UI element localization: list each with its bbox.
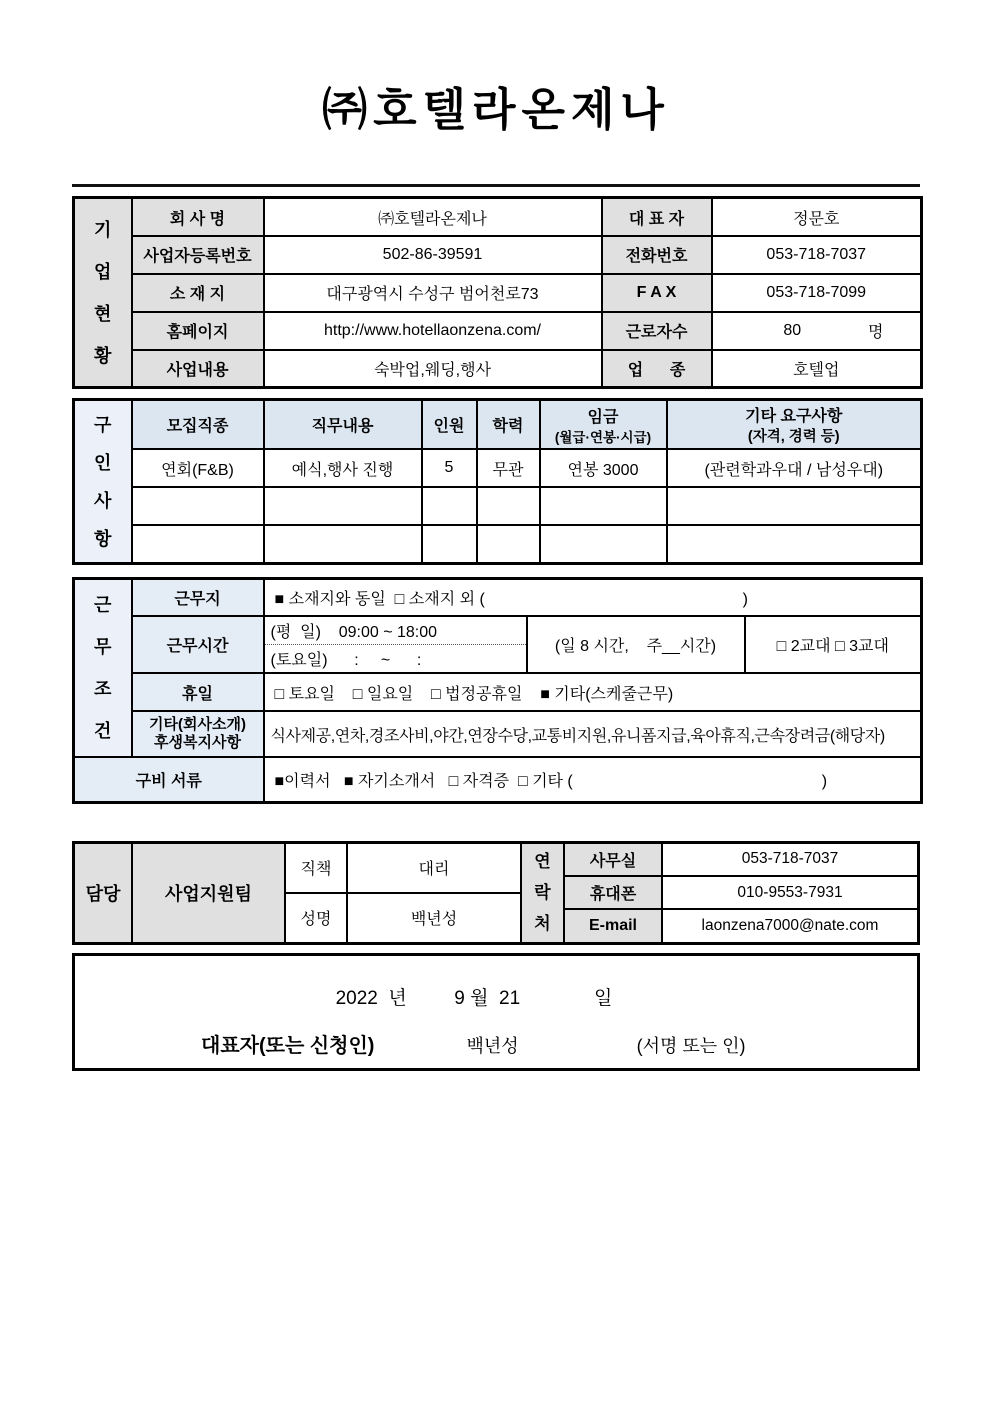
- document-title: ㈜호텔라온제나: [322, 84, 670, 135]
- address-label: 소 재 지: [132, 274, 264, 312]
- office-phone-value: 053-718-7037: [741, 850, 839, 868]
- contact-channels-block: [565, 844, 917, 942]
- workplace-label: 근무지: [132, 578, 264, 616]
- company-name-label: 회 사 명: [132, 198, 264, 236]
- industry-label: 업 종: [602, 350, 712, 388]
- holiday-value: □ 토요일 □ 일요일 □ 법정공휴일 ■ 기타(스케줄근무): [264, 673, 922, 711]
- business-reg-label: 사업자등록번호: [132, 236, 264, 274]
- business-desc-value: 숙박업,웨딩,행사: [264, 350, 602, 388]
- header-other-requirements: 기타 요구사항 (자격, 경력 등): [667, 400, 922, 450]
- phone-value: 053-718-7037: [712, 236, 922, 274]
- position-label: 직책: [286, 844, 348, 892]
- workers-count: 80: [783, 321, 802, 339]
- seal-note: (서명 또는 인): [636, 1035, 746, 1056]
- count: 5: [422, 449, 477, 487]
- job-type: 연회(F&B): [132, 449, 264, 487]
- recruit-row-3: [74, 525, 922, 563]
- header-job-type: 모집직종: [132, 400, 264, 450]
- education: 무관: [477, 449, 540, 487]
- other-requirements: (관련학과우대 / 남성우대): [667, 449, 922, 487]
- address-value: 대구광역시 수성구 범어천로73: [264, 274, 602, 312]
- required-documents-label: 구비 서류: [74, 757, 264, 802]
- worktime-label: 근무시간: [132, 616, 264, 673]
- saturday-hours: (토요일) : ~ :: [270, 652, 422, 670]
- contact-channel-side-label: 연락처: [522, 844, 565, 942]
- document-date: 2022 년 9 월 21 일: [335, 987, 613, 1009]
- contact-person-block: [286, 844, 522, 942]
- recruit-section-side-label: 구인사항: [74, 400, 132, 564]
- header-education: 학력: [477, 400, 540, 450]
- office-phone-label: 사무실: [565, 844, 663, 875]
- work-conditions-table: [72, 577, 923, 804]
- position-value: 대리: [418, 861, 450, 879]
- business-reg-value: 502-86-39591: [264, 236, 602, 274]
- welfare-value: 식사제공,연차,경조사비,야간,연장수당,교통비지원,유니폼지급,육아휴직,근속장려금(해당자): [264, 711, 922, 757]
- company-info-table: [72, 196, 923, 389]
- workers-label: 근로자수: [602, 312, 712, 350]
- signature-line: [75, 1029, 917, 1058]
- homepage-label: 홈페이지: [132, 312, 264, 350]
- required-documents-value: ■이력서 ■ 자기소개서 □ 자격증 □ 기타 ( ): [264, 757, 922, 802]
- duty: 예식,행사 진행: [264, 449, 422, 487]
- daily-weekly-hours: (일 8 시간, 주__시간): [527, 616, 745, 673]
- header-salary: 임금 (월급·연봉·시급): [540, 400, 667, 450]
- workers-unit: 명: [868, 324, 884, 342]
- worktime-hours: [264, 616, 527, 673]
- workplace-value: ■ 소재지와 동일 □ 소재지 외 ( ): [264, 578, 922, 616]
- salary: 연봉 3000: [540, 449, 667, 487]
- company-name-value: ㈜호텔라온제나: [264, 198, 602, 236]
- header-count: 인원: [422, 400, 477, 450]
- email-label: E-mail: [565, 910, 663, 941]
- contact-side-label: 담당: [75, 844, 133, 942]
- contact-name-value: 백년성: [410, 911, 458, 929]
- welfare-label: 기타(회사소개) 후생복지사항: [132, 711, 264, 757]
- company-section-side-label: 기업현황: [74, 198, 132, 388]
- ceo-label: 대 표 자: [602, 198, 712, 236]
- fax-label: F A X: [602, 274, 712, 312]
- contact-team: 사업지원팀: [133, 844, 286, 942]
- industry-value: 호텔업: [712, 350, 922, 388]
- holiday-label: 휴일: [132, 673, 264, 711]
- recruitment-table: [72, 398, 923, 565]
- recruit-row-1: [74, 449, 922, 487]
- signer-name: 백년성: [466, 1035, 519, 1056]
- email-value: laonzena7000@nate.com: [701, 917, 879, 935]
- header-duty: 직무내용: [264, 400, 422, 450]
- horizontal-divider: [72, 184, 920, 187]
- ceo-value: 정문호: [712, 198, 922, 236]
- shift-options: □ 2교대 □ 3교대: [745, 616, 922, 673]
- document-content: [72, 184, 920, 1071]
- fax-value: 053-718-7099: [712, 274, 922, 312]
- business-desc-label: 사업내용: [132, 350, 264, 388]
- phone-label: 전화번호: [602, 236, 712, 274]
- mobile-phone-label: 휴대폰: [565, 877, 663, 908]
- workers-value-cell: [712, 312, 922, 350]
- contact-table: [72, 841, 920, 945]
- signer-role-label: 대표자(또는 신청인): [201, 1034, 375, 1057]
- work-section-side-label: 근무조건: [74, 578, 132, 757]
- signature-box: [72, 953, 920, 1071]
- recruit-row-2: [74, 487, 922, 525]
- weekday-hours: (평 일) 09:00 ~ 18:00: [265, 617, 526, 645]
- contact-name-label: 성명: [286, 894, 348, 942]
- homepage-value: http://www.hotellaonzena.com/: [264, 312, 602, 350]
- mobile-phone-value: 010-9553-7931: [737, 883, 843, 901]
